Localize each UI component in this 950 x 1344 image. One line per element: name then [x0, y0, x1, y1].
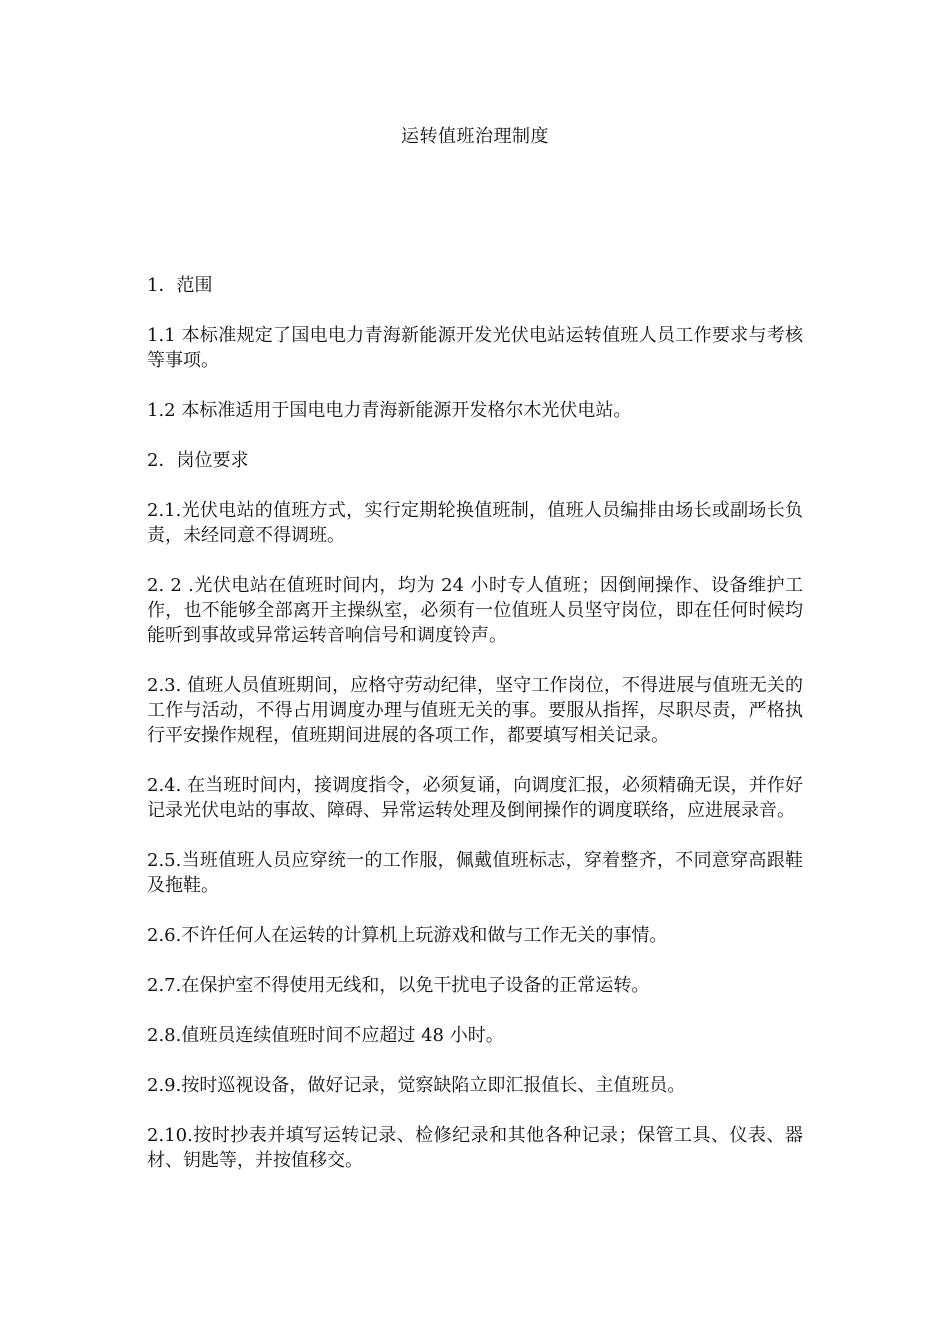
paragraph-2-9: 2.9.按时巡视设备，做好记录，觉察缺陷立即汇报值长、主值班员。 [147, 1075, 686, 1096]
paragraph-2-7: 2.7.在保护室不得使用无线和，以免干扰电子设备的正常运转。 [147, 975, 650, 996]
paragraph-2-6: 2.6.不许任何人在运转的计算机上玩游戏和做与工作无关的事情。 [147, 925, 668, 946]
paragraph-2-3: 2.3. 值班人员值班期间，应格守劳动纪律，坚守工作岗位，不得进展与值班无关的工作与活动，不得占用调度办理与值班无关的事。要服从指挥，尽职尽责，严格执行平安操作规程，值班期间进展的各项工作，都要填写相关记录。 [147, 675, 803, 746]
paragraph-2-1: 2.1.光伏电站的值班方式，实行定期轮换值班制，值班人员编排由场长或副场长负责，未经同意不得调班。 [147, 500, 803, 546]
paragraph-2-4: 2.4. 在当班时间内，接调度指令，必须复诵，向调度汇报，必须精确无误，并作好记录光伏电站的事故、障碍、异常运转处理及倒闸操作的调度联络，应进展录音。 [147, 775, 803, 821]
document-title: 运转值班治理制度 [401, 126, 549, 147]
paragraph-2-8: 2.8.值班员连续值班时间不应超过 48 小时。 [147, 1025, 504, 1046]
paragraph-1-2: 1.2 本标准适用于国电电力青海新能源开发格尔木光伏电站。 [147, 400, 632, 421]
section-heading-scope: 1．范围 [147, 275, 213, 296]
paragraph-2-2: 2. 2 .光伏电站在值班时间内，均为 24 小时专人值班；因倒闸操作、设备维护工作，也不能够全部离开主操纵室，必须有一位值班人员坚守岗位，即在任何时候均能听到事故或异常运转音响信号和调度铃声。 [147, 575, 803, 646]
paragraph-2-5: 2.5.当班值班人员应穿统一的工作服，佩戴值班标志，穿着整齐，不同意穿高跟鞋及拖鞋。 [147, 850, 803, 896]
paragraph-2-10: 2.10.按时抄表并填写运转记录、检修纪录和其他各种记录；保管工具、仪表、器材、钥匙等，并按值移交。 [147, 1125, 803, 1171]
document-body [147, 273, 803, 1198]
section-heading-requirements: 2．岗位要求 [147, 450, 249, 471]
paragraph-1-1: 1.1 本标准规定了国电电力青海新能源开发光伏电站运转值班人员工作要求与考核等事项。 [147, 325, 803, 371]
